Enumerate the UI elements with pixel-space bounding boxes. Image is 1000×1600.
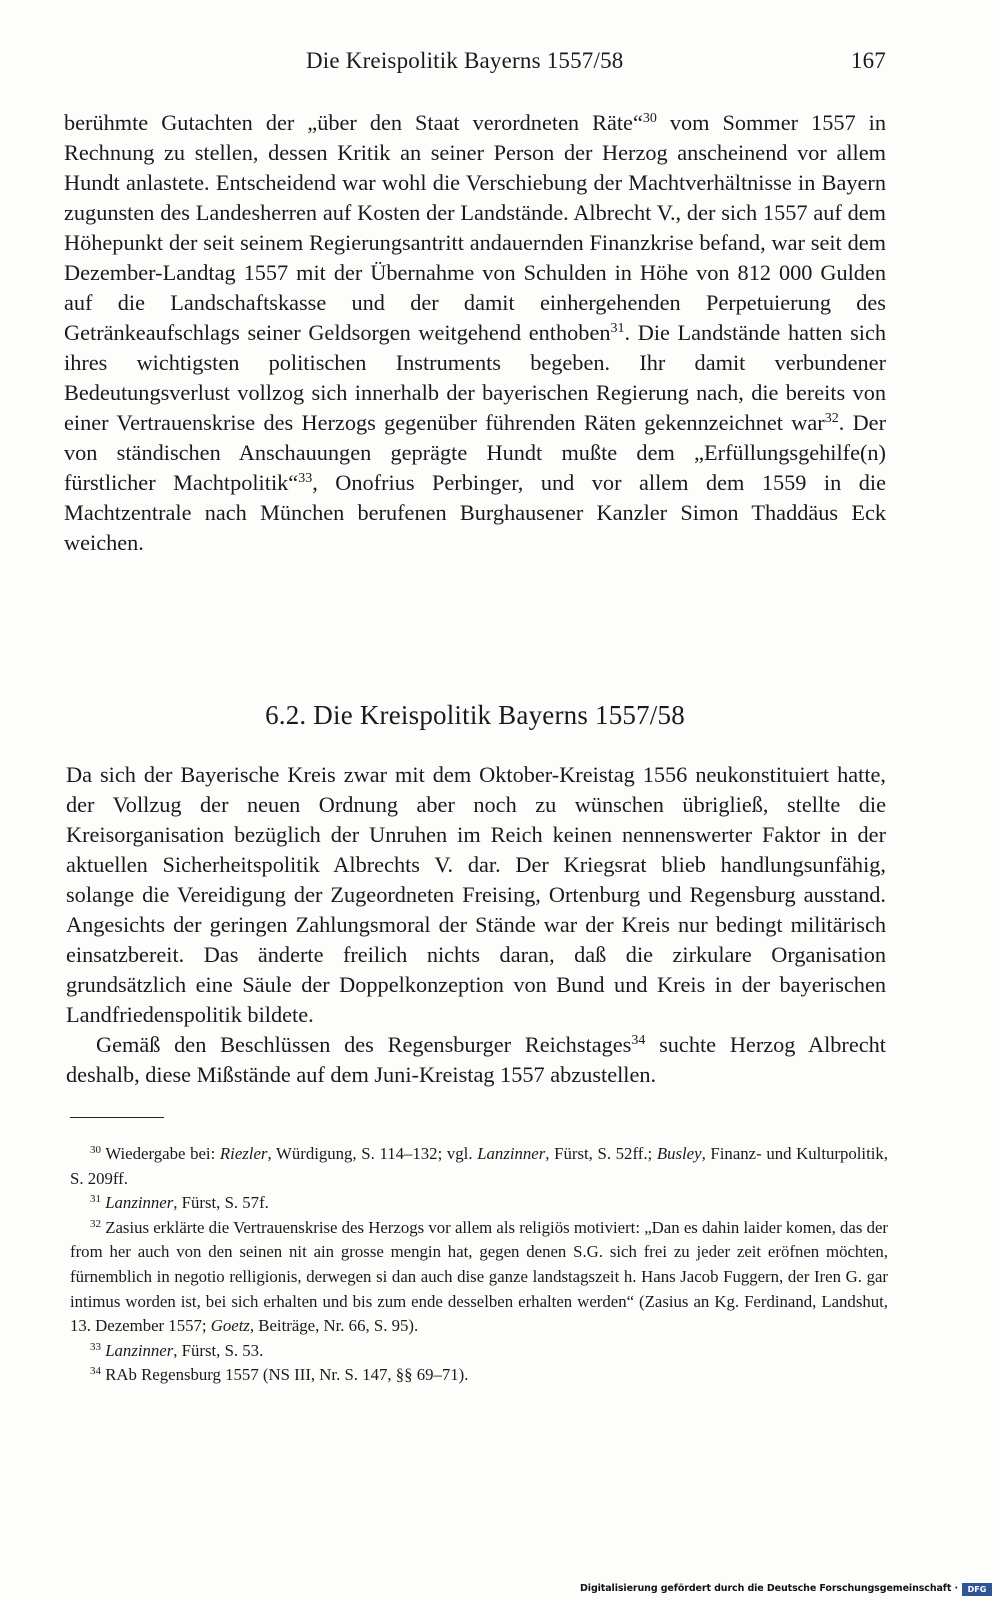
author-name: Riezler	[219, 1144, 268, 1163]
footnote-text: , Würdigung, S. 114–132; vgl.	[267, 1144, 478, 1163]
footnote-text: RAb Regensburg 1557 (NS III, Nr. S. 147, §§ 69–71).	[101, 1365, 469, 1385]
footnote-ref-31[interactable]: 31	[610, 321, 625, 336]
paragraph-1-text: berühmte Gutachten der „über den Staat verordneten Räte“	[64, 110, 643, 135]
footnote-ref-32[interactable]: 32	[824, 411, 839, 426]
footnote-text: , Fürst, S. 52ff.;	[545, 1144, 657, 1163]
footnote-number: 30	[90, 1144, 101, 1156]
footnote-34	[70, 1363, 888, 1388]
footnote-text: , Beiträge, Nr. 66, S. 95).	[249, 1316, 419, 1336]
author-name: Lanzinner	[105, 1193, 174, 1213]
footnote-32	[70, 1216, 888, 1339]
footnote-text: Zasius erklärte die Vertrauenskrise des Herzogs vor allem als religiös motiviert: „Dan es dahin laider komen, das der from her auch von den seinen nit ain grosse mengin hat, gegen denen S.G. sich frei zu jeder zeit eröfnen möchten, fürnemblich in negotio relligionis, derwegen si dan auch dise ganze landstagszeit h. Hans Jacob Fuggern, der Iren G. gar intimus worden ist, bei sich erhalten und bis zum ende desselben erhalten werden“ (Zasius an Kg. Ferdinand, Landshut, 13. Dezember 1557;	[70, 1217, 888, 1336]
footnote-number: 31	[90, 1193, 101, 1206]
paragraph-1	[64, 108, 886, 558]
paragraph-2: Da sich der Bayerische Kreis zwar mit dem Oktober-Kreistag 1556 neukonstituiert hatte, der Vollzug der neuen Ordnung aber noch zu wünschen übrigließ, stellte die Kreisorganisation bezüglich der Unruhen im Reich keinen nennenswerter Faktor in der aktuellen Sicherheitspolitik Albrechts V. dar. Der Kriegsrat blieb handlungsunfähig, solange die Vereidigung der Zugeordneten Freising, Ortenburg und Regensburg ausstand. Angesichts der geringen Zahlungsmoral der Stände war der Kreis nur bedingt militärisch einsatzbereit. Das änderte freilich nichts daran, daß die zirkulare Organisation grundsätzlich eine Säule der Doppelkonzeption von Bund und Kreis in der bayerischen Landfriedenspolitik bildete.	[66, 762, 886, 1027]
footnote-text: Wiedergabe bei:	[101, 1144, 220, 1163]
paragraph-1-text: , Onofrius Perbinger, und vor allem dem 1559 in die Machtzentrale nach München berufenen Burghausener Kanzler Simon Thaddäus Eck weichen.	[64, 470, 886, 555]
footnote-31	[70, 1191, 888, 1216]
digitization-credit: Digitalisierung gefördert durch die Deutsche Forschungsgemeinschaft ·	[580, 1583, 958, 1594]
footnote-33	[70, 1339, 888, 1364]
footnote-30	[70, 1142, 888, 1191]
footnote-ref-30[interactable]: 30	[642, 111, 657, 126]
author-name: Lanzinner	[105, 1340, 174, 1360]
footnote-number: 34	[90, 1365, 101, 1378]
author-name: Goetz	[210, 1316, 250, 1336]
footnote-ref-33[interactable]: 33	[298, 471, 313, 486]
paragraph-3	[66, 1030, 886, 1090]
footnote-number: 33	[90, 1340, 101, 1353]
footnote-number: 32	[90, 1217, 101, 1230]
footnote-divider	[70, 1117, 164, 1118]
paragraph-1-text: . Die Landstände hatten sich ihres wichtigsten politischen Instruments begeben. Ihr damit verbundener Bedeutungsverlust vollzog sich innerhalb der bayerischen Regierung nach, die bereits von einer Vertrauenskrise des Herzogs gegenüber führenden Räten gekennzeichnet war	[64, 320, 886, 435]
author-name: Lanzinner	[477, 1144, 546, 1163]
footnote-text: , Finanz- und Kulturpolitik, S. 209ff.	[70, 1144, 889, 1188]
author-name: Busley	[656, 1144, 702, 1163]
paragraph-continuation	[64, 108, 886, 558]
paragraph-3-text: suchte Herzog Albrecht deshalb, diese Mißstände auf dem Juni-Kreistag 1557 abzustellen.	[66, 1032, 886, 1087]
section-heading: 6.2. Die Kreispolitik Bayerns 1557/58	[265, 700, 685, 730]
paragraph-1-text: vom Sommer 1557 in Rechnung zu stellen, dessen Kritik an seiner Person der Herzog anscheinend vor allem Hundt anlastete. Entscheidend war wohl die Verschiebung der Machtverhältnisse in Bayern zugunsten des Landesherren auf Kosten der Landstände. Albrecht V., der sich 1557 auf dem Höhepunkt der seit seinem Regierungsantritt andauernden Finanzkrise befand, war seit dem Dezember-Landtag 1557 mit der Übernahme von Schulden in Höhe von 812 000 Gulden auf die Landschaftskasse und der damit einhergehenden Perpetuierung des Getränkeaufschlags seiner Geldsorgen weitgehend enthoben	[64, 110, 886, 345]
footnotes	[70, 1142, 888, 1388]
dfg-logo: DFG	[962, 1583, 992, 1596]
footnote-text: , Fürst, S. 53.	[173, 1340, 264, 1360]
footnote-text: , Fürst, S. 57f.	[173, 1193, 269, 1213]
section-body	[66, 760, 886, 1090]
running-title: Die Kreispolitik Bayerns 1557/58	[306, 48, 624, 73]
page-number: 167	[850, 48, 886, 73]
paragraph-3-text: Gemäß den Beschlüssen des Regensburger Reichstages	[96, 1032, 632, 1057]
paragraph-1-text: . Der von ständischen Anschauungen geprägte Hundt mußte dem „Erfüllungsgehilfe(n) fürstlicher Machtpolitik“	[64, 410, 886, 495]
footnote-ref-34[interactable]: 34	[631, 1033, 646, 1048]
